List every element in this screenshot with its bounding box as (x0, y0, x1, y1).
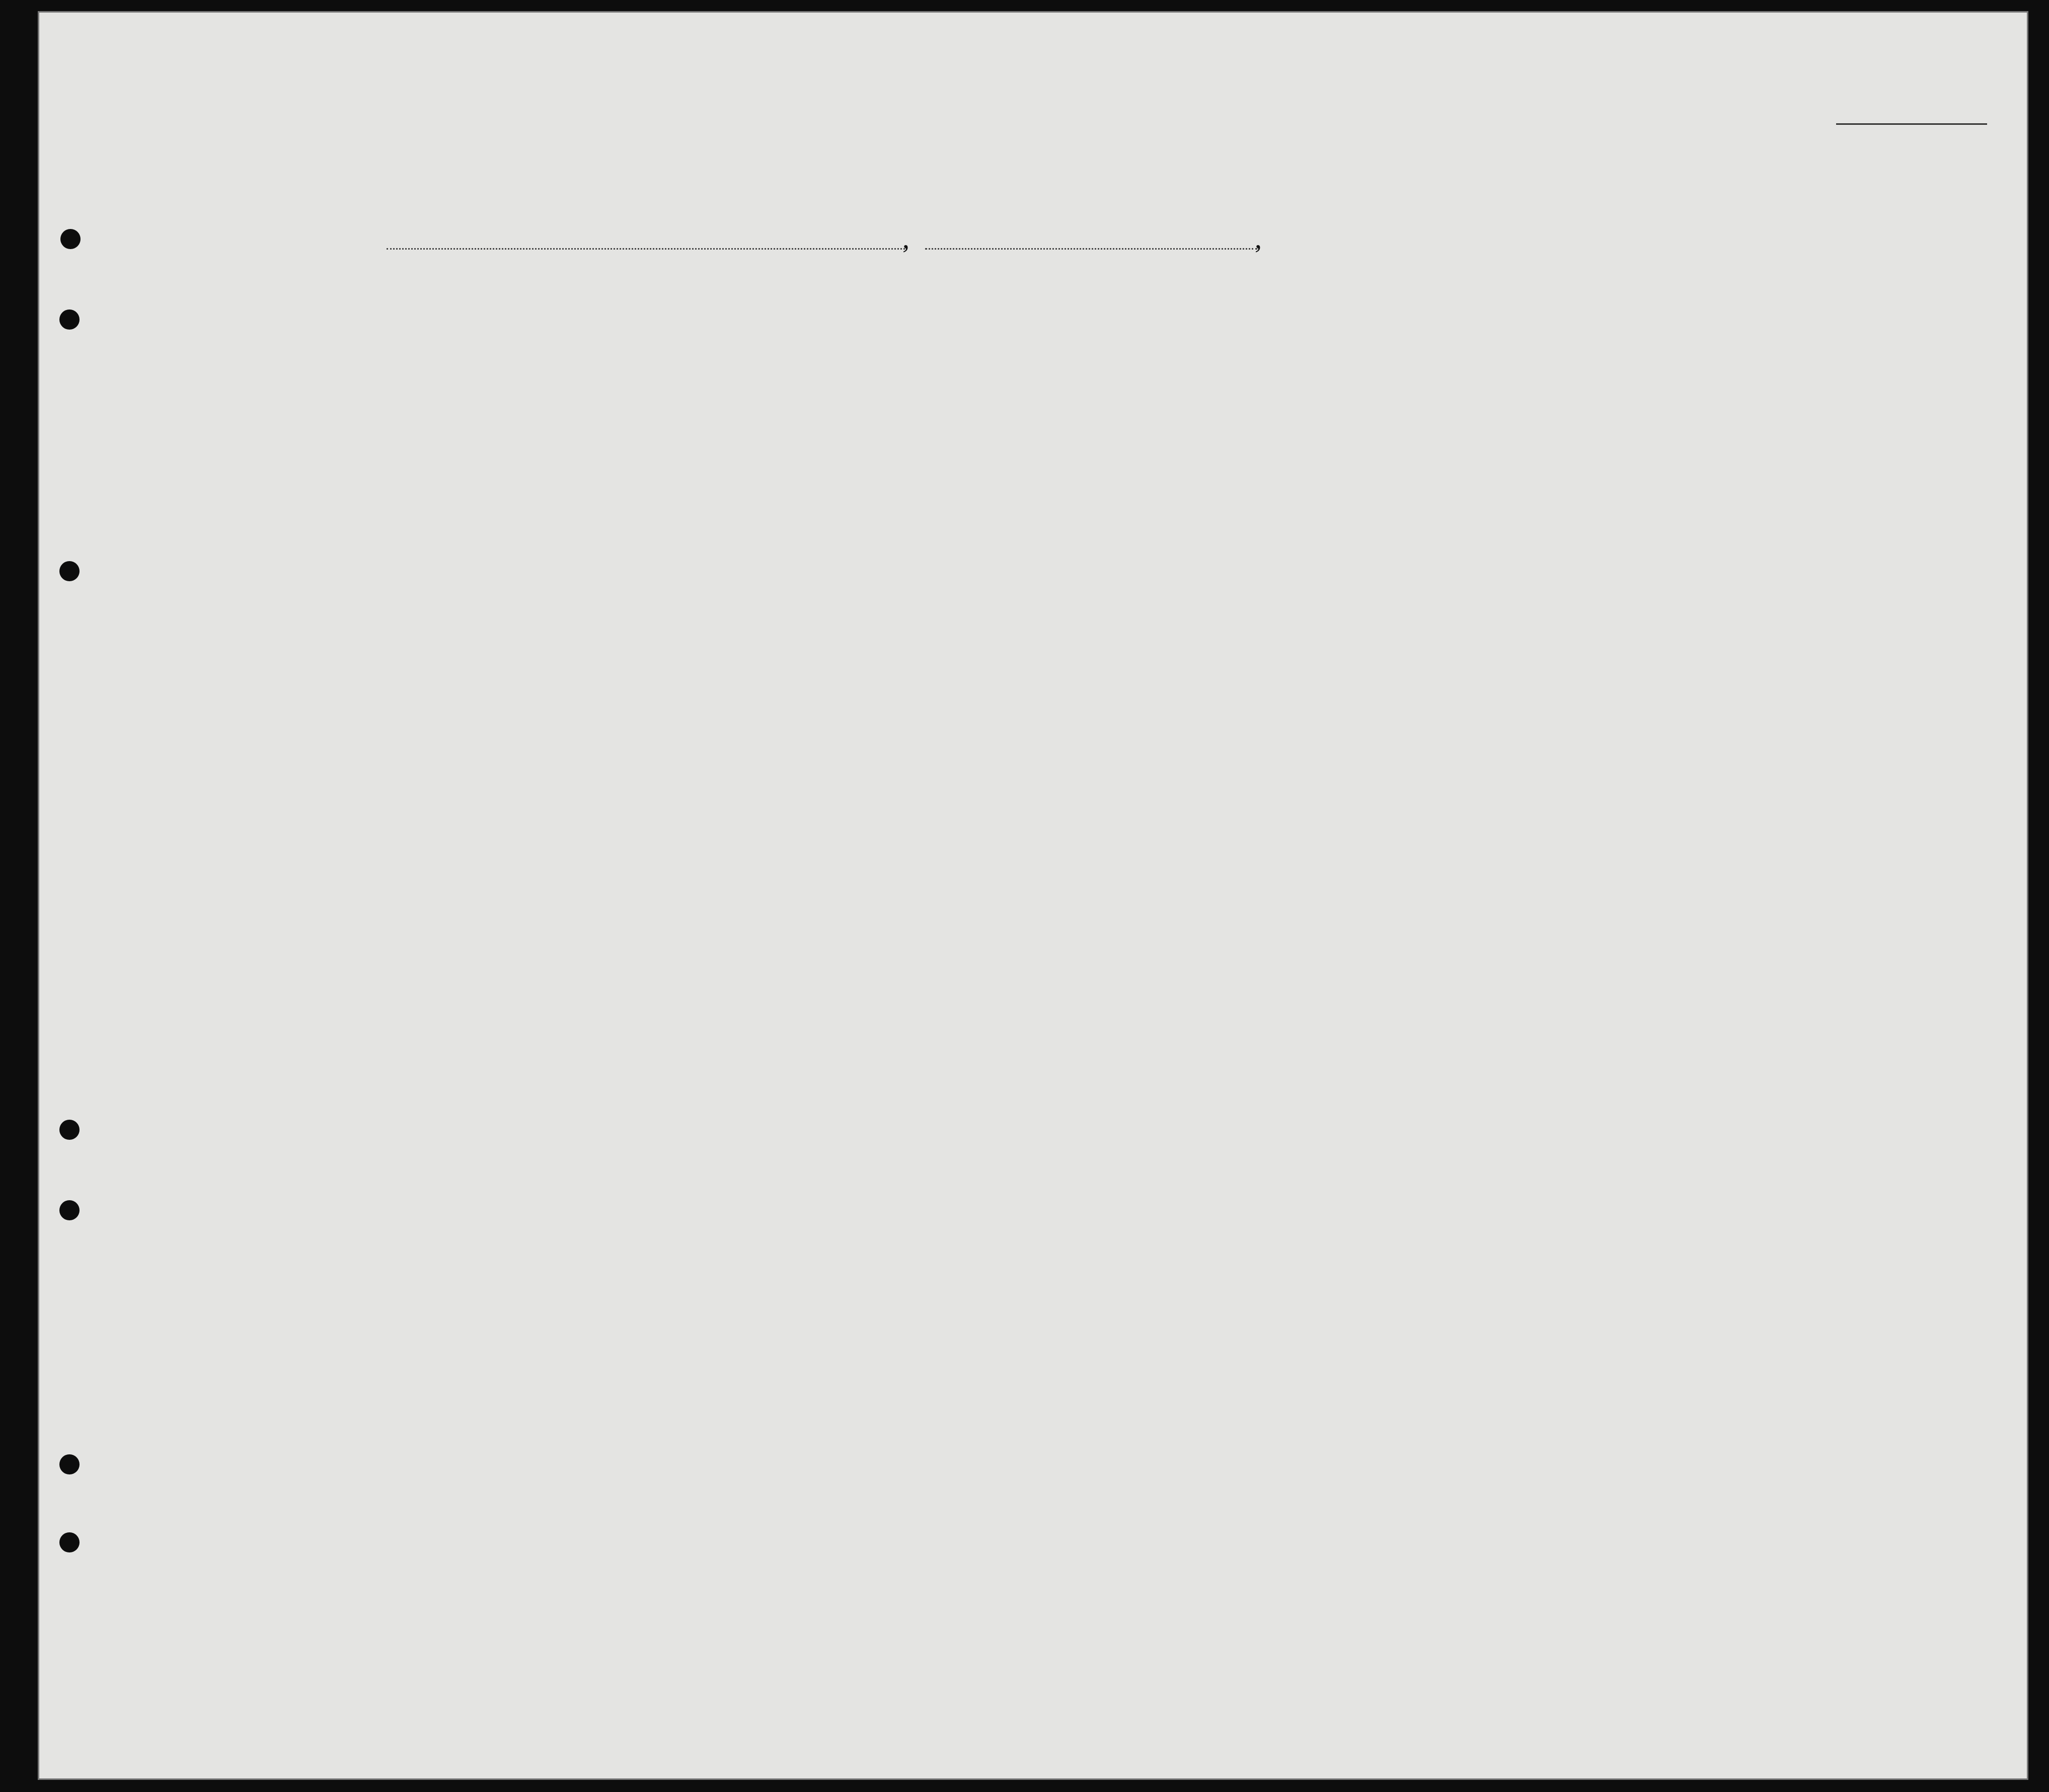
comma-1: , (902, 223, 909, 255)
binder-hole (59, 1454, 80, 1474)
comma-2: , (1255, 223, 1262, 255)
list-underline (1836, 123, 1987, 125)
binder-hole (60, 229, 81, 249)
port-dotline (387, 248, 905, 250)
binder-hole (59, 1532, 80, 1552)
binder-hole (59, 309, 80, 330)
date-dotline (925, 248, 1257, 250)
manifest-sheet (38, 11, 2028, 1780)
binder-hole (59, 561, 80, 581)
binder-hole (59, 1200, 80, 1220)
binder-hole (59, 1120, 80, 1140)
